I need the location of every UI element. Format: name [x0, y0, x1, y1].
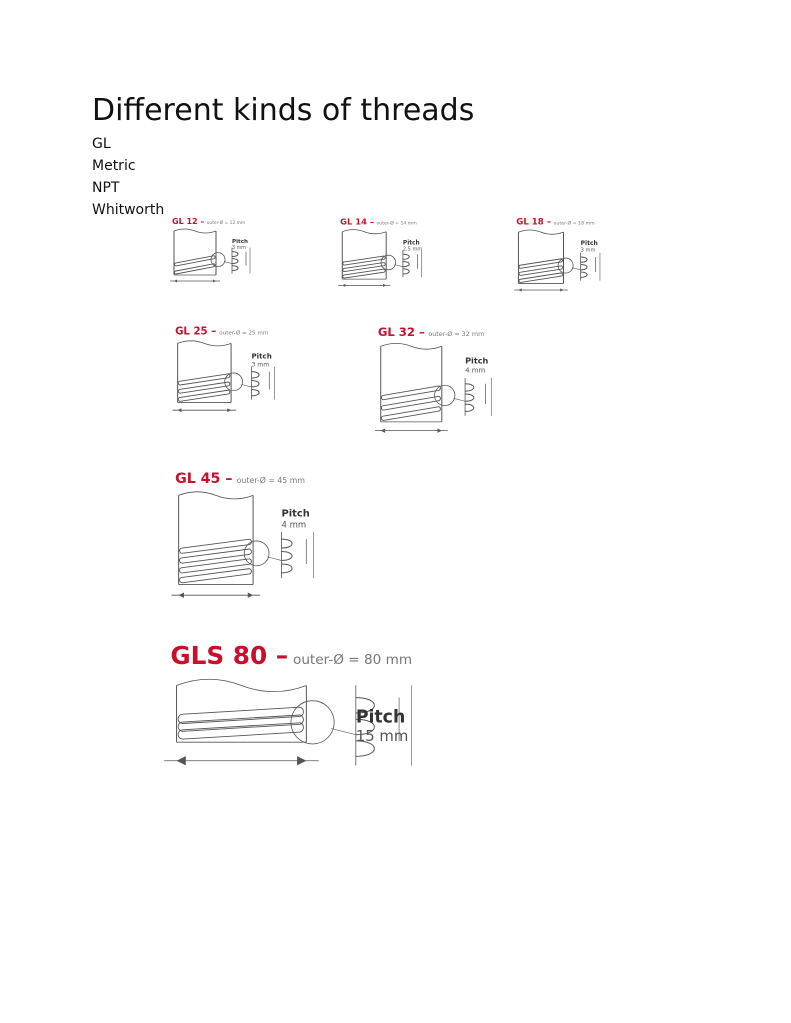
thread-turn — [180, 539, 252, 553]
pitch-value: 4 mm — [281, 520, 307, 531]
profile-tooth — [403, 254, 409, 259]
thread-diagram-svg — [336, 215, 451, 300]
thread-diagram-gl14 — [336, 215, 451, 300]
dimension-arrow-right — [560, 288, 563, 291]
neck-top-edge — [179, 492, 253, 499]
pitch-value: 3 mm — [251, 361, 270, 369]
thread-diagram-gl32 — [372, 323, 532, 451]
detail-leader — [224, 262, 232, 264]
profile-tooth — [581, 264, 587, 269]
size-label: GLS 80 – — [170, 640, 289, 670]
thread-diagram-svg — [168, 467, 363, 620]
dimension-arrow-left — [174, 280, 177, 283]
profile-tooth — [403, 261, 409, 266]
pitch-value: 2,5 mm — [402, 246, 423, 253]
outer-diameter-label: outer-Ø = 32 mm — [428, 330, 485, 339]
size-label: GL 45 – — [175, 470, 233, 487]
thread-diagram-svg — [372, 323, 532, 451]
profile-tooth — [281, 539, 292, 548]
thread-diagram-gl45 — [168, 467, 363, 620]
size-label: GL 14 – — [340, 216, 375, 227]
size-label: GL 25 – — [175, 326, 217, 338]
detail-circle — [291, 701, 334, 744]
profile-tooth — [465, 394, 474, 401]
thread-type-npt: NPT — [92, 180, 120, 196]
detail-leader — [241, 384, 251, 387]
pitch-label: Pitch — [355, 707, 406, 728]
pitch-label: Pitch — [232, 239, 248, 245]
neck-top-edge — [178, 341, 231, 346]
pitch-label: Pitch — [580, 240, 598, 248]
profile-tooth — [251, 389, 259, 395]
thread-turn — [180, 559, 252, 573]
dimension-arrow-left — [518, 288, 521, 291]
profile-tooth — [581, 257, 587, 262]
detail-leader — [331, 729, 356, 735]
profile-tooth — [581, 272, 587, 277]
detail-leader — [453, 398, 465, 401]
neck-top-edge — [342, 230, 386, 234]
detail-circle — [211, 253, 225, 267]
thread-turn — [180, 569, 252, 583]
profile-tooth — [281, 564, 292, 573]
profile-tooth — [232, 259, 238, 264]
dimension-arrow-right — [437, 428, 441, 432]
thread-diagram-gl12 — [168, 215, 278, 295]
size-label: GL 18 – — [516, 217, 552, 228]
page-title: Different kinds of threads — [92, 93, 475, 128]
detail-circle — [244, 541, 269, 566]
profile-tooth — [232, 266, 238, 271]
pitch-value: 3 mm — [232, 246, 246, 251]
dimension-arrow-right — [248, 593, 253, 598]
pitch-value: 3 mm — [580, 247, 596, 254]
pitch-label: Pitch — [402, 240, 420, 247]
dimension-arrow-left — [342, 284, 345, 287]
profile-tooth — [251, 381, 259, 387]
dimension-arrow-right — [213, 280, 216, 283]
thread-diagram-gl18 — [512, 215, 630, 305]
outer-diameter-label: outer-Ø = 14 mm — [376, 221, 417, 227]
detail-leader — [267, 557, 281, 561]
thread-type-list — [92, 133, 164, 221]
size-label: GL 12 – — [172, 217, 205, 226]
size-label: GL 32 – — [377, 325, 425, 340]
dimension-arrow-right — [227, 408, 231, 412]
detail-circle — [435, 385, 455, 405]
dimension-arrow-left — [381, 428, 385, 432]
profile-tooth — [465, 404, 474, 411]
outer-diameter-label: outer-Ø = 12 mm — [206, 221, 246, 226]
profile-tooth — [465, 384, 474, 391]
pitch-value: 15 mm — [355, 728, 409, 746]
dimension-arrow-left — [179, 593, 184, 598]
dimension-arrow-left — [178, 408, 182, 412]
pitch-value: 4 mm — [465, 366, 486, 375]
thread-diagram-svg — [512, 215, 630, 305]
profile-tooth — [281, 552, 292, 561]
profile-tooth — [232, 252, 238, 257]
dimension-arrow-right — [297, 756, 306, 765]
neck-top-edge — [174, 229, 216, 233]
thread-turn — [180, 549, 252, 563]
dimension-arrow-left — [177, 756, 186, 765]
outer-diameter-label: outer-Ø = 45 mm — [236, 475, 305, 485]
outer-diameter-label: outer-Ø = 18 mm — [553, 221, 595, 227]
pitch-label: Pitch — [251, 351, 272, 361]
thread-diagram-svg — [168, 215, 278, 295]
profile-tooth — [251, 372, 259, 378]
neck-top-edge — [518, 230, 563, 234]
outer-diameter-label: outer-Ø = 80 mm — [293, 651, 413, 668]
profile-tooth — [403, 269, 409, 274]
thread-diagram-svg — [158, 636, 498, 804]
thread-type-whitworth: Whitworth — [92, 202, 165, 218]
neck-top-edge — [381, 343, 442, 349]
thread-type-gl: GL — [92, 136, 111, 152]
outer-diameter-label: outer-Ø = 25 mm — [219, 330, 269, 337]
thread-diagram-gls80 — [158, 636, 498, 804]
detail-leader — [395, 265, 403, 267]
thread-diagram-svg — [170, 323, 310, 428]
pitch-label: Pitch — [281, 508, 310, 520]
dimension-arrow-right — [383, 284, 386, 287]
neck-top-edge — [177, 679, 307, 691]
detail-leader — [572, 268, 581, 270]
pitch-label: Pitch — [465, 355, 489, 366]
thread-diagram-gl25 — [170, 323, 310, 428]
thread-type-metric: Metric — [92, 158, 136, 174]
